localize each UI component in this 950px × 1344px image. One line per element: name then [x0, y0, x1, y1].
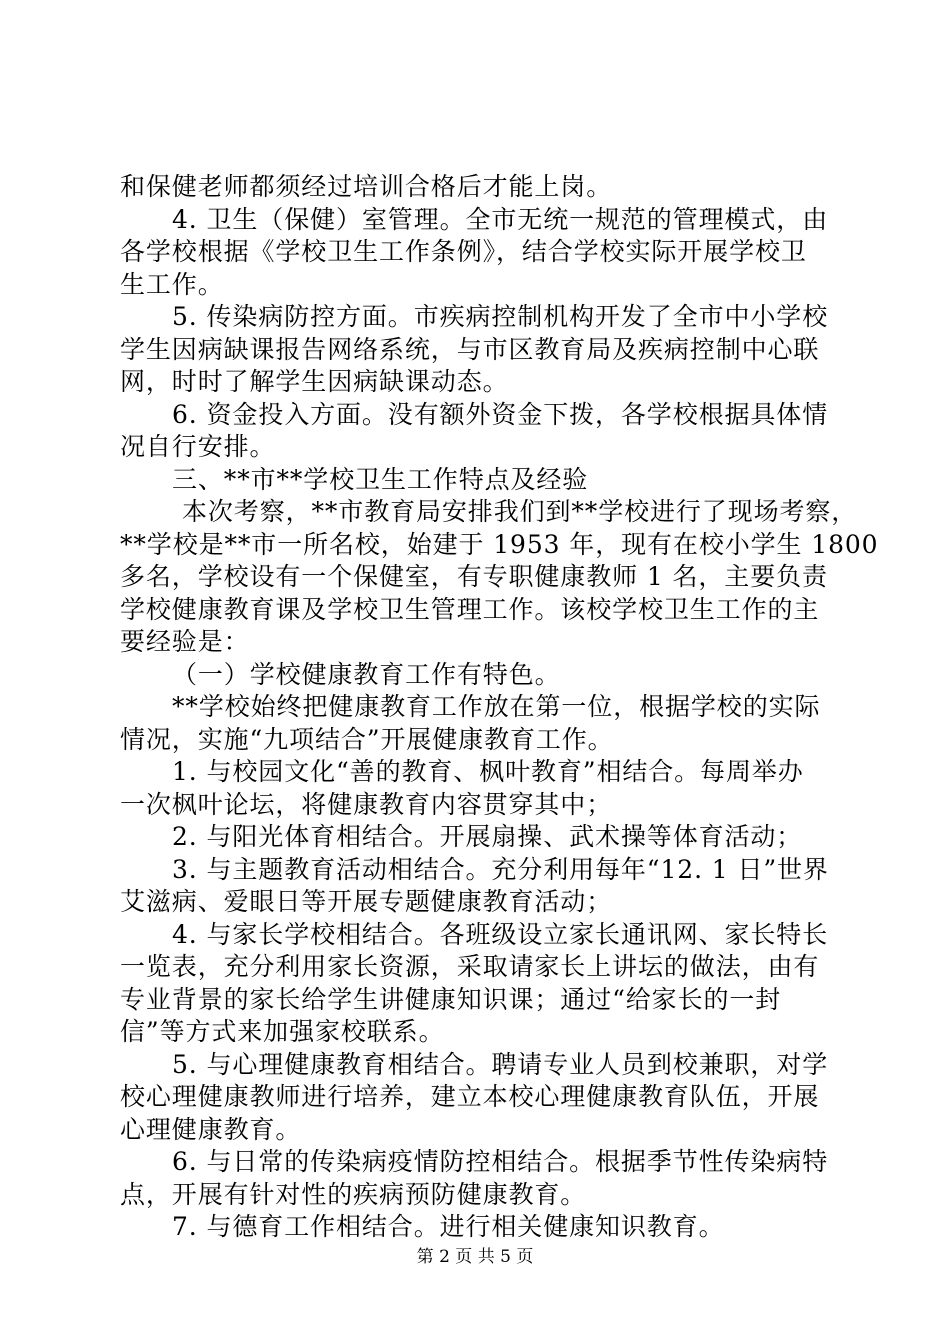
body-line: 7. 与德育工作相结合。进行相关健康知识教育。	[172, 1212, 725, 1241]
body-line: 一览表，充分利用家长资源，采取请家长上讲坛的做法，由有	[120, 952, 820, 981]
body-line: 6. 与日常的传染病疫情防控相结合。根据季节性传染病特	[172, 1147, 829, 1176]
section-heading: 三、**市**学校卫生工作特点及经验	[172, 464, 589, 494]
body-line: 4. 与家长学校相结合。各班级设立家长通讯网、家长特长	[172, 919, 829, 949]
body-line: 2. 与阳光体育相结合。开展扇操、武术操等体育活动；	[172, 822, 803, 851]
body-line: 5. 传染病防控方面。市疾病控制机构开发了全市中小学校	[172, 302, 829, 331]
body-line: 校心理健康教师进行培养，建立本校心理健康教育队伍，开展	[120, 1082, 820, 1111]
body-line: 艾滋病、爱眼日等开展专题健康教育活动；	[120, 887, 613, 916]
body-line: 心理健康教育。	[120, 1114, 302, 1144]
body-line: 5. 与心理健康教育相结合。聘请专业人员到校兼职，对学	[172, 1049, 829, 1079]
body-line: **学校是**市一所名校，始建于 1953 年，现有在校小学生 1800	[120, 529, 879, 559]
body-line: 多名，学校设有一个保健室，有专职健康教师 1 名，主要负责	[120, 562, 828, 591]
body-line: 学生因病缺课报告网络系统，与市区教育局及疾病控制中心联	[120, 334, 820, 364]
document-body	[120, 171, 879, 1244]
body-line: 学校健康教育课及学校卫生管理工作。该校学校卫生工作的主	[120, 594, 820, 624]
page-number-footer: 第 2 页 共 5 页	[416, 1247, 534, 1267]
body-line: 3. 与主题教育活动相结合。充分利用每年“12. 1 日”世界	[172, 854, 829, 884]
body-line: 本次考察，**市教育局安排我们到**学校进行了现场考察，	[182, 497, 858, 526]
body-line: 信”等方式来加强家校联系。	[120, 1017, 445, 1046]
body-line: 专业背景的家长给学生讲健康知识课；通过“给家长的一封	[120, 984, 782, 1014]
body-line: 各学校根据《学校卫生工作条例》，结合学校实际开展学校卫	[120, 237, 807, 266]
body-line: 生工作。	[120, 269, 224, 299]
body-line: 一次枫叶论坛，将健康教育内容贯穿其中；	[120, 789, 613, 819]
body-line: 网，时时了解学生因病缺课动态。	[120, 367, 509, 396]
body-line: 和保健老师都须经过培训合格后才能上岗。	[120, 172, 613, 201]
body-line: 4. 卫生（保健）室管理。全市无统一规范的管理模式，由	[172, 204, 829, 234]
body-line: 要经验是：	[120, 627, 250, 656]
subsection-heading: （一）学校健康教育工作有特色。	[172, 659, 561, 689]
body-line: 况自行安排。	[120, 432, 276, 461]
body-line: 情况，实施“九项结合”开展健康教育工作。	[120, 724, 614, 754]
body-line: 6. 资金投入方面。没有额外资金下拨，各学校根据具体情	[172, 399, 829, 429]
body-line: 点，开展有针对性的疾病预防健康教育。	[120, 1179, 587, 1209]
body-line: 1. 与校园文化“善的教育、枫叶教育”相结合。每周举办	[172, 757, 804, 786]
body-line: **学校始终把健康教育工作放在第一位，根据学校的实际	[172, 692, 821, 721]
